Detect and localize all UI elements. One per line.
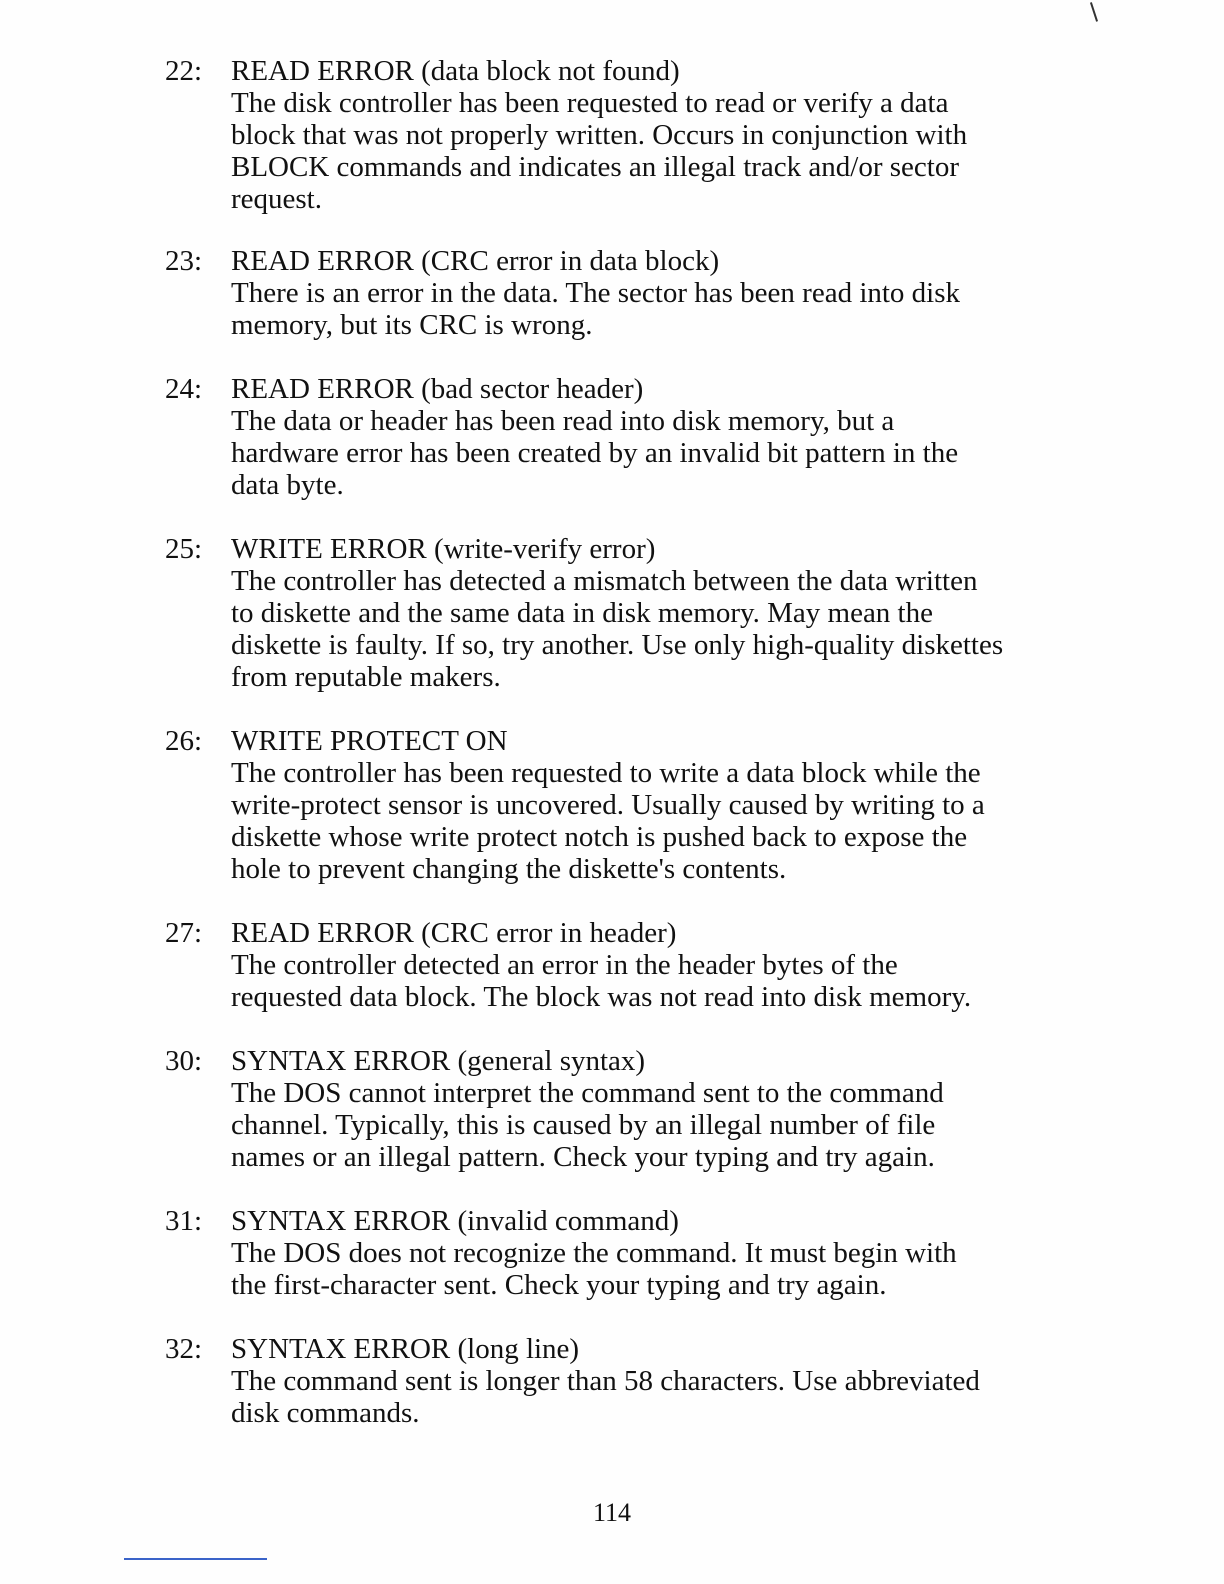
- error-entry: [165, 725, 1025, 885]
- error-heading: READ ERROR (CRC error in header): [231, 917, 677, 949]
- error-number: 30:: [165, 1045, 203, 1077]
- error-description-line: memory, but its CRC is wrong.: [231, 309, 593, 341]
- error-description-line: diskette whose write protect notch is pushed back to expose the: [231, 821, 968, 853]
- error-number: 26:: [165, 725, 203, 757]
- error-description-line: The controller detected an error in the header bytes of the: [231, 949, 898, 981]
- error-heading: READ ERROR (bad sector header): [231, 373, 644, 405]
- error-body: [231, 917, 1025, 1013]
- error-entry: [165, 1205, 1025, 1301]
- error-body: [231, 373, 1025, 501]
- error-description-line: write-protect sensor is uncovered. Usually caused by writing to a: [231, 789, 985, 821]
- error-description-line: diskette is faulty. If so, try another. Use only high-quality diskettes: [231, 629, 1004, 661]
- error-heading: READ ERROR (data block not found): [231, 55, 680, 87]
- page-number: 114: [592, 1498, 632, 1527]
- bottom-rule: [124, 1558, 267, 1560]
- error-description-line: The data or header has been read into disk memory, but a: [231, 405, 895, 437]
- error-body: [231, 725, 1025, 885]
- error-body: [231, 533, 1025, 693]
- error-body: [231, 245, 1025, 341]
- error-description-line: channel. Typically, this is caused by an illegal number of file: [231, 1109, 936, 1141]
- error-description-line: The controller has been requested to write a data block while the: [231, 757, 981, 789]
- error-number: 32:: [165, 1333, 203, 1365]
- error-body: [231, 1333, 1025, 1429]
- error-entry: [165, 533, 1025, 693]
- error-body: [231, 1205, 1025, 1301]
- error-description-line: disk commands.: [231, 1397, 420, 1429]
- error-description-line: The controller has detected a mismatch between the data written: [231, 565, 978, 597]
- error-description-line: block that was not properly written. Occurs in conjunction with: [231, 119, 968, 151]
- error-heading: SYNTAX ERROR (general syntax): [231, 1045, 646, 1077]
- error-description-line: The disk controller has been requested to read or verify a data: [231, 87, 949, 119]
- error-heading: READ ERROR (CRC error in data block): [231, 245, 720, 277]
- error-description-line: The DOS cannot interpret the command sent to the command: [231, 1077, 944, 1109]
- error-heading: WRITE ERROR (write-verify error): [231, 533, 656, 565]
- error-number: 23:: [165, 245, 203, 277]
- error-description-line: BLOCK commands and indicates an illegal track and/or sector: [231, 151, 960, 183]
- error-number: 24:: [165, 373, 203, 405]
- error-code-list: [165, 55, 1025, 1429]
- error-heading: WRITE PROTECT ON: [231, 725, 508, 757]
- error-description-line: to diskette and the same data in disk memory. May mean the: [231, 597, 933, 629]
- error-entry: [165, 373, 1025, 501]
- error-heading: SYNTAX ERROR (long line): [231, 1333, 580, 1365]
- error-entry: [165, 1333, 1025, 1429]
- error-body: [231, 55, 1025, 215]
- error-description-line: The DOS does not recognize the command. It must begin with: [231, 1237, 957, 1269]
- error-number: 22:: [165, 55, 203, 87]
- error-description-line: The command sent is longer than 58 characters. Use abbreviated: [231, 1365, 980, 1397]
- error-description-line: hardware error has been created by an invalid bit pattern in the: [231, 437, 959, 469]
- error-description-line: request.: [231, 183, 322, 215]
- error-entry: [165, 245, 1025, 341]
- error-description-line: data byte.: [231, 469, 344, 501]
- error-description-line: the first-character sent. Check your typing and try again.: [231, 1269, 887, 1301]
- error-description-line: requested data block. The block was not read into disk memory.: [231, 981, 972, 1013]
- error-entry: [165, 55, 1025, 215]
- error-description-line: from reputable makers.: [231, 661, 501, 693]
- error-number: 31:: [165, 1205, 203, 1237]
- error-entry: [165, 1045, 1025, 1173]
- error-body: [231, 1045, 1025, 1173]
- scan-mark: [1093, 2, 1096, 22]
- error-description-line: names or an illegal pattern. Check your typing and try again.: [231, 1141, 935, 1173]
- error-heading: SYNTAX ERROR (invalid command): [231, 1205, 679, 1237]
- error-number: 25:: [165, 533, 203, 565]
- error-entry: [165, 917, 1025, 1013]
- error-number: 27:: [165, 917, 203, 949]
- error-description-line: hole to prevent changing the diskette's contents.: [231, 853, 787, 885]
- error-description-line: There is an error in the data. The sector has been read into disk: [231, 277, 961, 309]
